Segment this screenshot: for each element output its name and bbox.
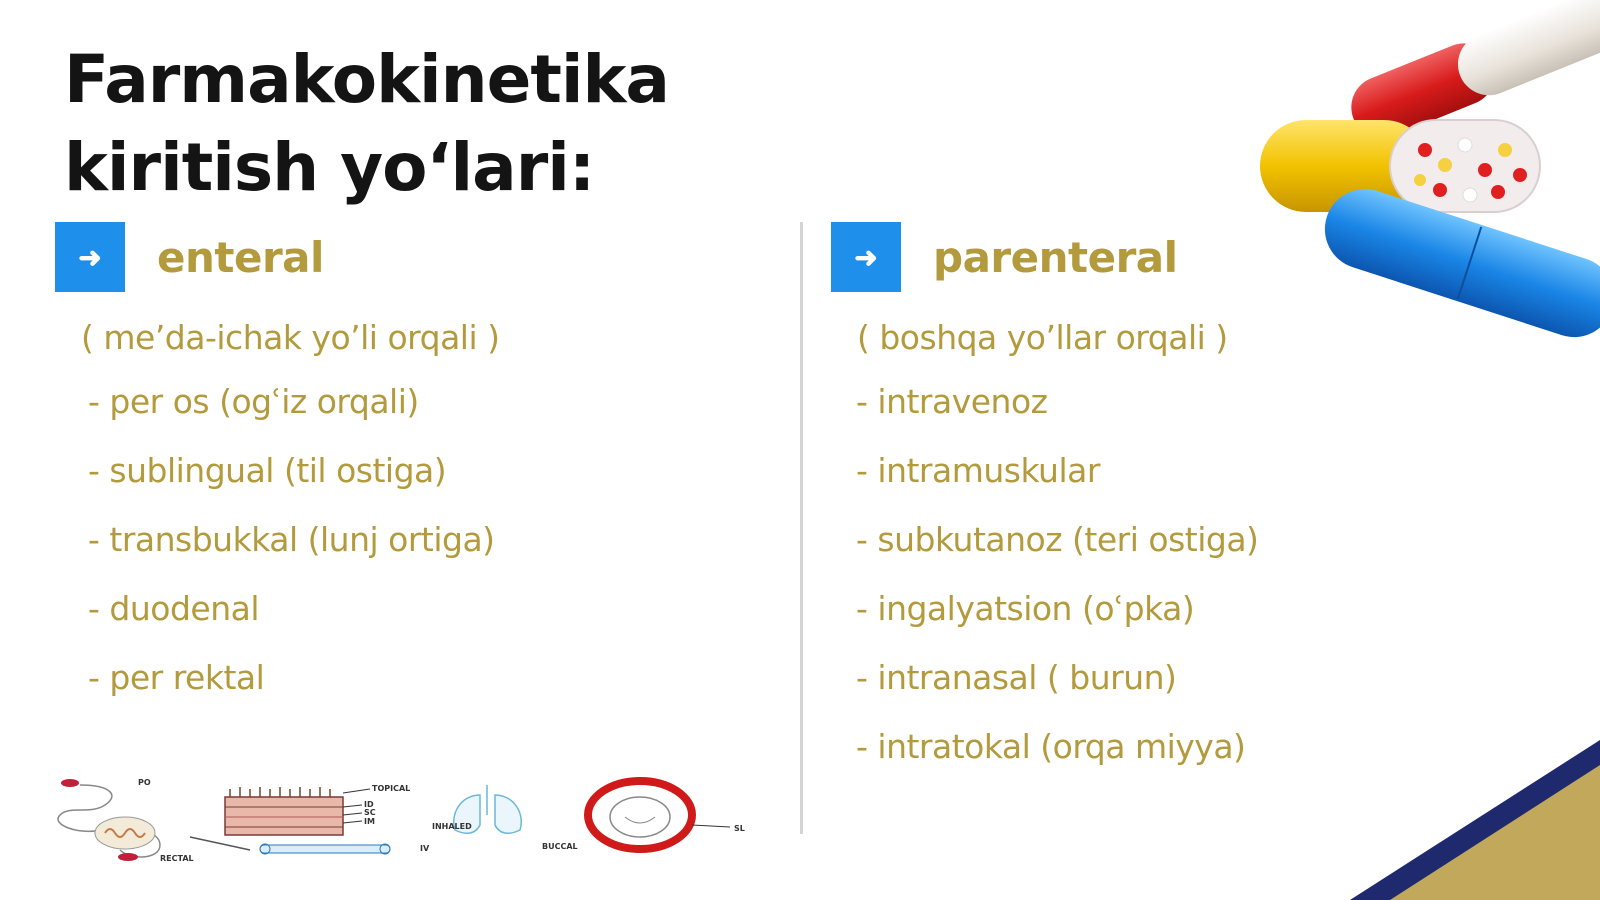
parenteral-column	[831, 222, 1531, 781]
list-item: - subkutanoz (teri ostiga)	[856, 520, 1259, 559]
enteral-column	[55, 222, 775, 712]
rectal-label: RECTAL	[160, 854, 194, 863]
list-item: - sublingual (til ostiga)	[88, 451, 447, 490]
list-item: - duodenal	[88, 589, 260, 628]
enteral-subtitle: ( me’da-ichak yo’li orqali )	[81, 318, 500, 357]
id-label: ID	[364, 800, 374, 809]
arrow-right-icon: ➜	[55, 222, 125, 292]
inhaled-label: INHALED	[432, 822, 472, 831]
list-item: - intranasal ( burun)	[856, 658, 1177, 697]
parenteral-header	[831, 222, 1531, 292]
po-label: PO	[138, 778, 151, 787]
parenteral-title: parenteral	[933, 232, 1178, 282]
enteral-title: enteral	[157, 232, 324, 282]
list-item: - ingalyatsion (oʿpka)	[856, 589, 1195, 628]
list-item: - intramuskular	[856, 451, 1100, 490]
list-item: - transbukkal (lunj ortiga)	[88, 520, 495, 559]
arrow-right-icon: ➜	[831, 222, 901, 292]
sc-label: SC	[364, 808, 376, 817]
column-divider	[800, 222, 803, 834]
corner-decoration	[1320, 740, 1600, 900]
slide-title-line-2: kiritish yo‘lari:	[64, 129, 595, 206]
list-item: - per rektal	[88, 658, 265, 697]
list-item: - intratokal (orqa miyya)	[856, 727, 1246, 766]
slide-title-line-1: Farmakokinetika	[64, 41, 669, 118]
list-item: - intravenoz	[856, 382, 1048, 421]
administration-routes-illustration	[50, 778, 770, 885]
parenteral-list	[856, 367, 1531, 781]
buccal-label: BUCCAL	[542, 842, 578, 851]
enteral-list	[88, 367, 775, 712]
slide-title	[64, 36, 669, 212]
im-label: IM	[364, 817, 375, 826]
iv-label: IV	[420, 844, 430, 853]
parenteral-subtitle: ( boshqa yo’llar orqali )	[857, 318, 1228, 357]
sl-label: SL	[734, 824, 745, 833]
list-item: - per os (ogʿiz orqali)	[88, 382, 419, 421]
enteral-header	[55, 222, 775, 292]
dot-icon	[61, 779, 79, 787]
topical-label: TOPICAL	[372, 784, 411, 793]
